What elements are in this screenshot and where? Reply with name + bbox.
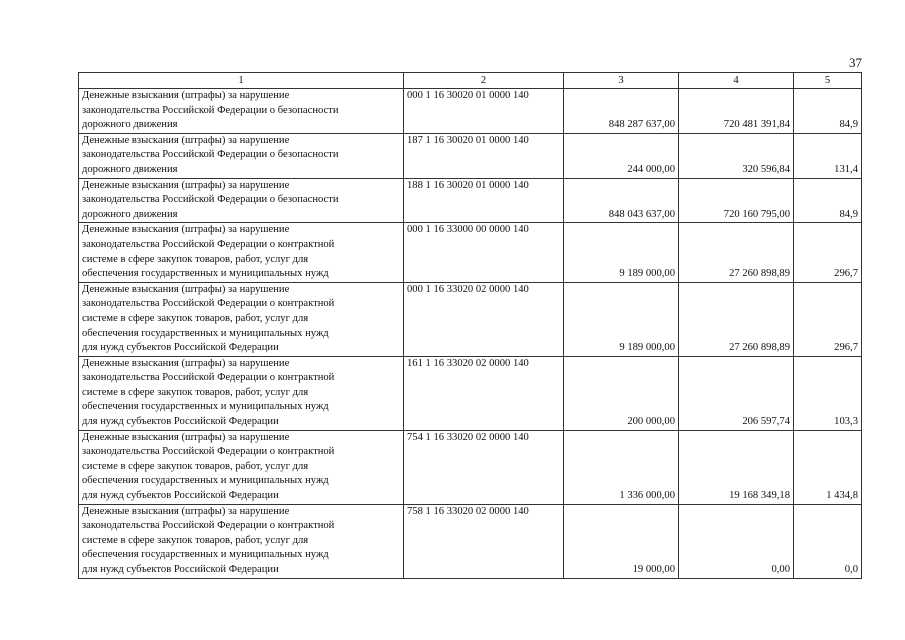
- table-row: [79, 504, 862, 578]
- description-cell: [79, 504, 404, 578]
- description-line: для нужд субъектов Российской Федерации: [82, 490, 279, 502]
- description-cell: [79, 133, 404, 178]
- actual-amount-cell: 0,00: [679, 504, 794, 578]
- code-cell: 758 1 16 33020 02 0000 140: [404, 504, 564, 578]
- planned-amount-cell: 200 000,00: [564, 356, 679, 430]
- table-row: [79, 89, 862, 134]
- code-cell: 188 1 16 30020 01 0000 140: [404, 178, 564, 223]
- description-cell: [79, 356, 404, 430]
- actual-amount-cell: 27 260 898,89: [679, 282, 794, 356]
- budget-table: [78, 72, 862, 579]
- description-cell: [79, 282, 404, 356]
- percent-cell: 84,9: [794, 178, 862, 223]
- actual-amount-cell: 19 168 349,18: [679, 430, 794, 504]
- description-line: обеспечения государственных и муниципальных нужд: [82, 401, 329, 413]
- description-cell: [79, 430, 404, 504]
- column-header: 4: [679, 73, 794, 89]
- planned-amount-cell: 848 287 637,00: [564, 89, 679, 134]
- code-cell: 000 1 16 30020 01 0000 140: [404, 89, 564, 134]
- description-line: законодательства Российской Федерации о безопасности: [82, 149, 339, 161]
- description-line: законодательства Российской Федерации о контрактной: [82, 520, 335, 532]
- table-row: [79, 223, 862, 282]
- description-line: Денежные взыскания (штрафы) за нарушение: [82, 505, 290, 517]
- description-line: для нужд субъектов Российской Федерации: [82, 416, 279, 428]
- description-line: обеспечения государственных и муниципальных нужд: [82, 475, 329, 487]
- planned-amount-cell: 9 189 000,00: [564, 282, 679, 356]
- planned-amount-cell: 1 336 000,00: [564, 430, 679, 504]
- column-header: 2: [404, 73, 564, 89]
- planned-amount-cell: 19 000,00: [564, 504, 679, 578]
- description-cell: [79, 178, 404, 223]
- description-line: законодательства Российской Федерации о контрактной: [82, 446, 335, 458]
- description-line: для нужд субъектов Российской Федерации: [82, 342, 279, 354]
- description-line: законодательства Российской Федерации о контрактной: [82, 298, 335, 310]
- code-cell: 000 1 16 33000 00 0000 140: [404, 223, 564, 282]
- description-line: дорожного движения: [82, 208, 178, 220]
- description-line: обеспечения государственных и муниципальных нужд: [82, 549, 329, 561]
- description-line: дорожного движения: [82, 163, 178, 175]
- description-line: обеспечения государственных и муниципальных нужд: [82, 268, 329, 280]
- description-line: Денежные взыскания (штрафы) за нарушение: [82, 224, 290, 236]
- code-cell: 000 1 16 33020 02 0000 140: [404, 282, 564, 356]
- percent-cell: 1 434,8: [794, 430, 862, 504]
- description-line: обеспечения государственных и муниципальных нужд: [82, 327, 329, 339]
- description-line: Денежные взыскания (штрафы) за нарушение: [82, 357, 290, 369]
- percent-cell: 0,0: [794, 504, 862, 578]
- percent-cell: 296,7: [794, 282, 862, 356]
- actual-amount-cell: 320 596,84: [679, 133, 794, 178]
- table-row: [79, 178, 862, 223]
- table-row: [79, 356, 862, 430]
- description-line: системе в сфере закупок товаров, работ, услуг для: [82, 253, 309, 265]
- description-line: дорожного движения: [82, 119, 178, 131]
- planned-amount-cell: 9 189 000,00: [564, 223, 679, 282]
- description-line: законодательства Российской Федерации о контрактной: [82, 238, 335, 250]
- planned-amount-cell: 848 043 637,00: [564, 178, 679, 223]
- percent-cell: 296,7: [794, 223, 862, 282]
- column-header: 1: [79, 73, 404, 89]
- description-line: Денежные взыскания (штрафы) за нарушение: [82, 179, 290, 191]
- description-line: законодательства Российской Федерации о безопасности: [82, 194, 339, 206]
- actual-amount-cell: 206 597,74: [679, 356, 794, 430]
- description-line: Денежные взыскания (штрафы) за нарушение: [82, 134, 290, 146]
- table-row: [79, 282, 862, 356]
- description-line: системе в сфере закупок товаров, работ, услуг для: [82, 534, 309, 546]
- table-header-row: [79, 73, 862, 89]
- column-header: 5: [794, 73, 862, 89]
- description-line: Денежные взыскания (штрафы) за нарушение: [82, 283, 290, 295]
- description-line: системе в сфере закупок товаров, работ, услуг для: [82, 386, 309, 398]
- code-cell: 161 1 16 33020 02 0000 140: [404, 356, 564, 430]
- table-row: [79, 430, 862, 504]
- code-cell: 187 1 16 30020 01 0000 140: [404, 133, 564, 178]
- description-cell: [79, 223, 404, 282]
- actual-amount-cell: 720 481 391,84: [679, 89, 794, 134]
- planned-amount-cell: 244 000,00: [564, 133, 679, 178]
- code-cell: 754 1 16 33020 02 0000 140: [404, 430, 564, 504]
- actual-amount-cell: 720 160 795,00: [679, 178, 794, 223]
- description-line: законодательства Российской Федерации о контрактной: [82, 372, 335, 384]
- description-cell: [79, 89, 404, 134]
- percent-cell: 84,9: [794, 89, 862, 134]
- page-number: 37: [849, 55, 862, 70]
- percent-cell: 103,3: [794, 356, 862, 430]
- column-header: 3: [564, 73, 679, 89]
- description-line: Денежные взыскания (штрафы) за нарушение: [82, 90, 290, 101]
- actual-amount-cell: 27 260 898,89: [679, 223, 794, 282]
- description-line: системе в сфере закупок товаров, работ, услуг для: [82, 460, 309, 472]
- description-line: Денежные взыскания (штрафы) за нарушение: [82, 431, 290, 443]
- description-line: для нужд субъектов Российской Федерации: [82, 564, 279, 575]
- percent-cell: 131,4: [794, 133, 862, 178]
- description-line: системе в сфере закупок товаров, работ, услуг для: [82, 312, 309, 324]
- description-line: законодательства Российской Федерации о безопасности: [82, 104, 339, 116]
- table-row: [79, 133, 862, 178]
